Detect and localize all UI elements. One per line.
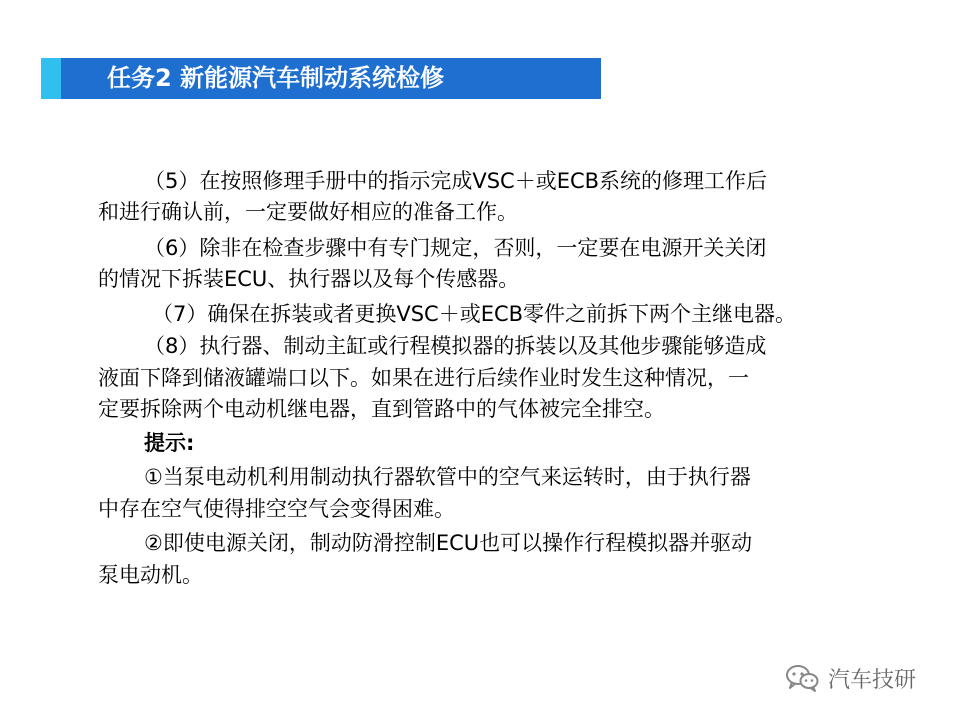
- watermark: [784, 660, 916, 696]
- watermark-text: 汽车技研: [828, 667, 917, 693]
- wechat-icon: [784, 662, 820, 694]
- paragraph-line: 定要拆除两个电动机继电器，直到管路中的气体被完全排空。: [98, 397, 665, 421]
- page-title: 任务2 新能源汽车制动系统检修: [107, 64, 445, 92]
- paragraph-line: ②即使电源关闭，制动防滑控制ECU也可以操作行程模拟器并驱动: [144, 531, 753, 555]
- paragraph-line: 泵电动机。: [98, 563, 203, 587]
- paragraph-line: 和进行确认前，一定要做好相应的准备工作。: [98, 200, 518, 224]
- paragraph-line: 液面下降到储液罐端口以下。如果在进行后续作业时发生这种情况，一: [98, 366, 749, 390]
- paragraph-line: ①当泵电动机利用制动执行器软管中的空气来运转时，由于执行器: [144, 465, 751, 489]
- paragraph-line: （6）除非在检查步骤中有专门规定，否则，一定要在电源开关关闭: [144, 236, 767, 260]
- paragraph-line: 的情况下拆装ECU、执行器以及每个传感器。: [98, 267, 520, 291]
- paragraph-line: （5）在按照修理手册中的指示完成VSC＋或ECB系统的修理工作后: [144, 169, 768, 193]
- paragraph-line: （7）确保在拆装或者更换VSC＋或ECB零件之前拆下两个主继电器。: [152, 302, 797, 326]
- paragraph-line: （8）执行器、制动主缸或行程模拟器的拆装以及其他步骤能够造成: [144, 334, 767, 358]
- paragraph-line: 中存在空气使得排空空气会变得困难。: [98, 497, 455, 521]
- hint-heading: 提示:: [144, 431, 195, 455]
